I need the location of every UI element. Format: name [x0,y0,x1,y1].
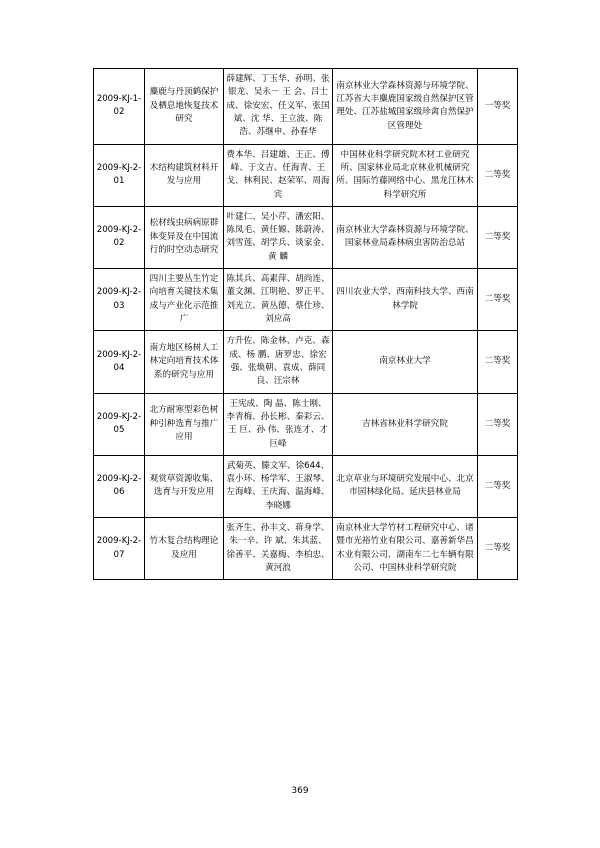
row-code: 2009-KJ-2-04 [94,331,145,393]
row-title: 麋鹿与丹顶鹤保护及栖息地恢复技术研究 [145,69,224,145]
row-title: 松材线虫病病原群体变异及在中国流行的时空动态研究 [145,206,224,268]
table-row [94,455,518,517]
row-people: 费本华、吕建雄、王正、傅 峰、于文吉、任海青、王 戈、林利民、赵荣军、周海宾 [224,144,333,206]
row-organization: 南京林业大学森林资源与环境学院、江苏省大丰麋鹿国家级自然保护区管理处、江苏盐城国家级珍禽自然保护区管理处 [333,69,478,145]
row-title: 四川主要丛生竹定向培育关键技术集成与产业化示范推广 [145,269,224,331]
row-people: 叶建仁、吴小芹、潘宏阳、陈凤毛、黄任嫄、陈蔚涛、刘雪莲、胡学兵、谈家金、黄 麟 [224,206,333,268]
awards-table [93,68,518,580]
row-award-level: 二等奖 [478,269,518,331]
row-people: 方升佐、陈金林、卢克、森成、杨 鹏、唐罗忠、徐宏强、张焕朝、袁成、薛同良、汪宗林 [224,331,333,393]
row-award-level: 二等奖 [478,331,518,393]
row-award-level: 二等奖 [478,518,518,580]
row-organization: 南京林业大学竹材工程研究中心、诸暨市光裕竹业有限公司、嘉善新华昌木业有限公司、湖南车二七车辆有限公司、中国林业科学研究院 [333,518,478,580]
row-award-level: 二等奖 [478,206,518,268]
row-people: 薛建辉、丁玉华、孙明、张银龙、吴永－ 王 会、吕士成、徐安宏、任义军、张国斌、沈 华、王立波、陈浩、苏继申、孙春华 [224,69,333,145]
row-people: 武菊英、滕文军、徐644、袁小环、杨学军、王淑琴、左海峰、王庆海、温海峰、李晓娜 [224,455,333,517]
row-award-level: 二等奖 [478,393,518,455]
awards-table-body [94,69,518,580]
table-row [94,518,518,580]
row-people: 陈其兵、高素萍、胡尚连、董文渊、江明艳、罗正平、刘光立、黄丛德、蔡仕珍、刘应高 [224,269,333,331]
table-row [94,144,518,206]
row-organization: 吉林省林业科学研究院 [333,393,478,455]
row-award-level: 二等奖 [478,455,518,517]
table-row [94,393,518,455]
row-organization: 南京林业大学森林资源与环境学院、国家林业局森林病虫害防治总站 [333,206,478,268]
row-code: 2009-KJ-2-06 [94,455,145,517]
table-row [94,206,518,268]
row-code: 2009-KJ-2-07 [94,518,145,580]
row-title: 竹木复合结构理论及应用 [145,518,224,580]
row-award-level: 二等奖 [478,144,518,206]
table-row [94,69,518,145]
row-people: 王宪成、陶 晶、陈士刚、李青梅、孙长彬、秦彩云、王 巨、孙 伟、张连才、才巨峰 [224,393,333,455]
row-organization: 中国林业科学研究院木材工业研究所、国家林业局北京林业机械研究所、国际竹藤网络中心、黑龙江林木科学研究所 [333,144,478,206]
table-row [94,269,518,331]
row-code: 2009-KJ-2-02 [94,206,145,268]
row-title: 南方地区杨树人工林定向培育技术体系的研究与应用 [145,331,224,393]
row-code: 2009-KJ-2-05 [94,393,145,455]
table-row [94,331,518,393]
row-code: 2009-KJ-2-03 [94,269,145,331]
row-award-level: 一等奖 [478,69,518,145]
awards-table-container [93,68,511,580]
row-people: 张齐生、孙丰文、蒋身学、朱一辛、许 斌、朱其蓝、徐善平、关嘉梅、李柏忠、黄河浪 [224,518,333,580]
row-organization: 四川农业大学、西南科技大学、西南林学院 [333,269,478,331]
row-code: 2009-KJ-1-02 [94,69,145,145]
page-number: 369 [291,786,309,796]
row-organization: 南京林业大学 [333,331,478,393]
row-title: 观赏草资源收集、选育与开发应用 [145,455,224,517]
row-title: 木结构建筑材料开发与应用 [145,144,224,206]
row-title: 北方耐寒型彩色树种引种选育与推广应用 [145,393,224,455]
row-organization: 北京草业与环境研究发展中心、北京市园林绿化局、延庆县林业局 [333,455,478,517]
row-code: 2009-KJ-2-01 [94,144,145,206]
